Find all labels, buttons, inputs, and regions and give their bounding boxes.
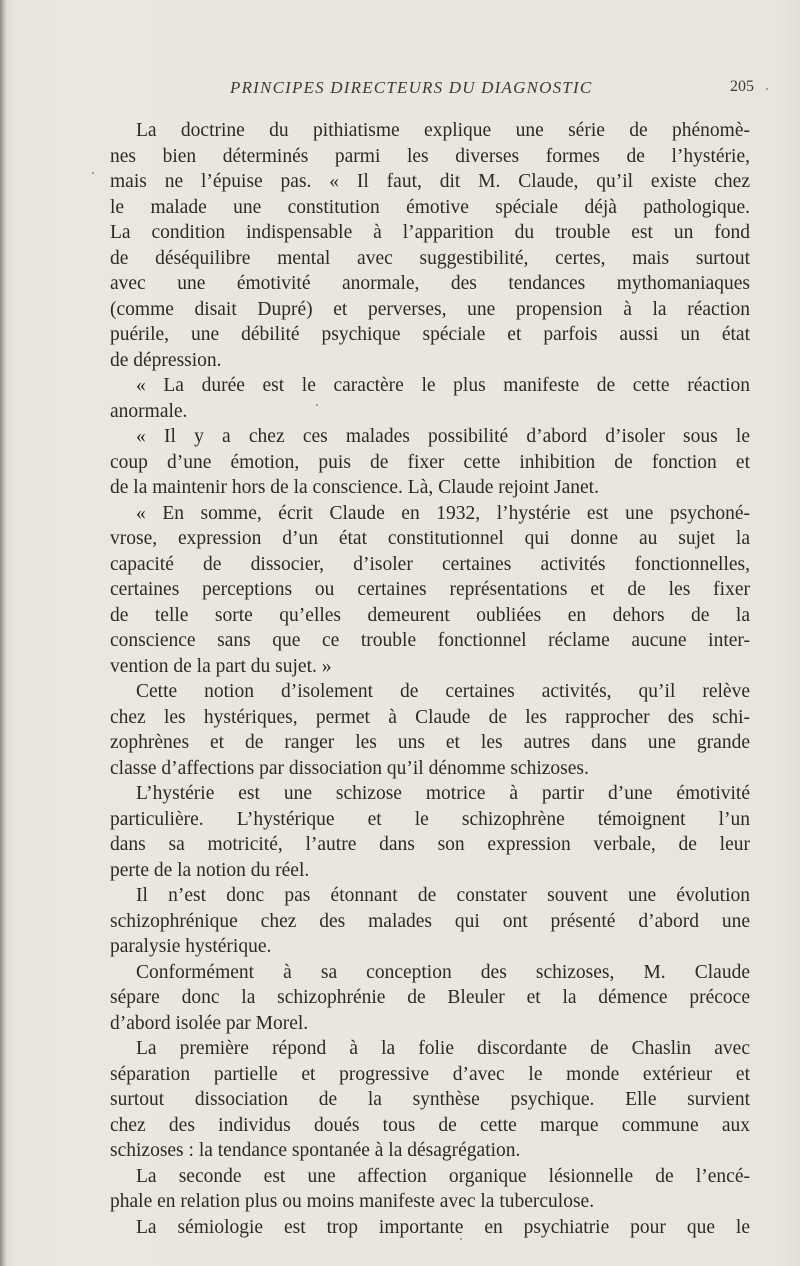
text-line: « En somme, écrit Claude en 1932, l’hystérie est une psychoné- bbox=[136, 502, 750, 524]
page-binding-edge bbox=[0, 0, 6, 1266]
print-speck bbox=[92, 172, 94, 174]
text-line: vention de la part du sujet. » bbox=[110, 655, 332, 677]
text-line: d’abord isolée par Morel. bbox=[110, 1012, 309, 1034]
text-line: Cette notion d’isolement de certaines activités, qu’il relève bbox=[136, 681, 750, 702]
text-line: La sémiologie est trop importante en psychiatrie pour que le bbox=[136, 1216, 750, 1238]
print-speck bbox=[766, 88, 768, 90]
text-line: de dépression. bbox=[110, 349, 222, 371]
text-line: séparation partielle et progressive d’avec le monde extérieur et bbox=[110, 1063, 750, 1085]
text-line: sépare donc la schizophrénie de Bleuler et la démence précoce bbox=[110, 987, 750, 1008]
text-line: le malade une constitution émotive spéciale déjà pathologique. bbox=[110, 196, 750, 218]
print-speck bbox=[316, 404, 318, 406]
running-title: PRINCIPES DIRECTEURS DU DIAGNOSTIC bbox=[230, 78, 593, 97]
text-line: Il n’est donc pas étonnant de constater souvent une évolution bbox=[136, 885, 750, 906]
text-line: vrose, expression d’un état constitutionnel qui donne au sujet la bbox=[110, 528, 750, 549]
text-line: mais ne l’épuise pas. « Il faut, dit M. Claude, qu’il existe chez bbox=[110, 171, 750, 192]
text-line: Conformément à sa conception des schizoses, M. Claude bbox=[136, 961, 750, 983]
text-line: de déséquilibre mental avec suggestibilité, certes, mais surtout bbox=[110, 247, 750, 269]
text-line: « La durée est le caractère le plus manifeste de cette réaction bbox=[136, 375, 750, 396]
text-line: de telle sorte qu’elles demeurent oubliées en dehors de la bbox=[110, 604, 750, 626]
text-line: particulière. L’hystérique et le schizophrène témoignent l’un bbox=[110, 808, 750, 830]
text-line: La doctrine du pithiatisme explique une série de phénomè- bbox=[136, 120, 750, 141]
text-line: capacité de dissocier, d’isoler certaines activités fonctionnelles, bbox=[110, 553, 750, 575]
text-line: classe d’affections par dissociation qu’il dénomme schizoses. bbox=[110, 757, 589, 779]
text-line: certaines perceptions ou certaines représentations et de les fixer bbox=[110, 579, 750, 600]
text-line: schizophrénique chez des malades qui ont présenté d’abord une bbox=[110, 910, 750, 932]
text-line: paralysie hystérique. bbox=[110, 936, 272, 957]
text-line: puérile, une débilité psychique spéciale et parfois aussi un état bbox=[110, 324, 750, 345]
text-line: schizoses : la tendance spontanée à la désagrégation. bbox=[110, 1140, 521, 1161]
running-header bbox=[110, 78, 754, 102]
text-line: coup d’une émotion, puis de fixer cette inhibition de fonction et bbox=[110, 451, 750, 473]
print-speck bbox=[460, 1238, 462, 1240]
body-text bbox=[110, 118, 750, 1240]
text-line: nes bien déterminés parmi les diverses formes de l’hystérie, bbox=[110, 145, 750, 167]
text-line: chez les hystériques, permet à Claude de les rapprocher des schi- bbox=[110, 706, 750, 728]
text-line: chez des individus doués tous de cette marque commune aux bbox=[110, 1114, 750, 1136]
text-line: surtout dissociation de la synthèse psychique. Elle survient bbox=[110, 1089, 750, 1110]
text-line: « Il y a chez ces malades possibilité d’abord d’isoler sous le bbox=[136, 426, 750, 447]
text-line: anormale. bbox=[110, 400, 188, 422]
text-line: perte de la notion du réel. bbox=[110, 859, 310, 881]
text-line: conscience sans que ce trouble fonctionnel réclame aucune inter- bbox=[110, 630, 750, 651]
text-line: de la maintenir hors de la conscience. Là, Claude rejoint Janet. bbox=[110, 477, 599, 498]
text-line: (comme disait Dupré) et perverses, une propension à la réaction bbox=[110, 298, 750, 320]
text-line: La condition indispensable à l’apparition du trouble est un fond bbox=[110, 222, 750, 243]
page-number: 205 bbox=[730, 78, 754, 95]
text-line: La première répond à la folie discordante de Chaslin avec bbox=[136, 1038, 750, 1059]
text-line: dans sa motricité, l’autre dans son expression verbale, de leur bbox=[110, 834, 750, 855]
text-line: La seconde est une affection organique lésionnelle de l’encé- bbox=[136, 1165, 750, 1187]
text-line: phale en relation plus ou moins manifeste avec la tuberculose. bbox=[110, 1191, 595, 1212]
text-line: zophrènes et de ranger les uns et les autres dans une grande bbox=[110, 732, 750, 753]
text-line: L’hystérie est une schizose motrice à partir d’une émotivité bbox=[136, 783, 750, 804]
text-line: avec une émotivité anormale, des tendances mythomaniaques bbox=[110, 273, 750, 294]
